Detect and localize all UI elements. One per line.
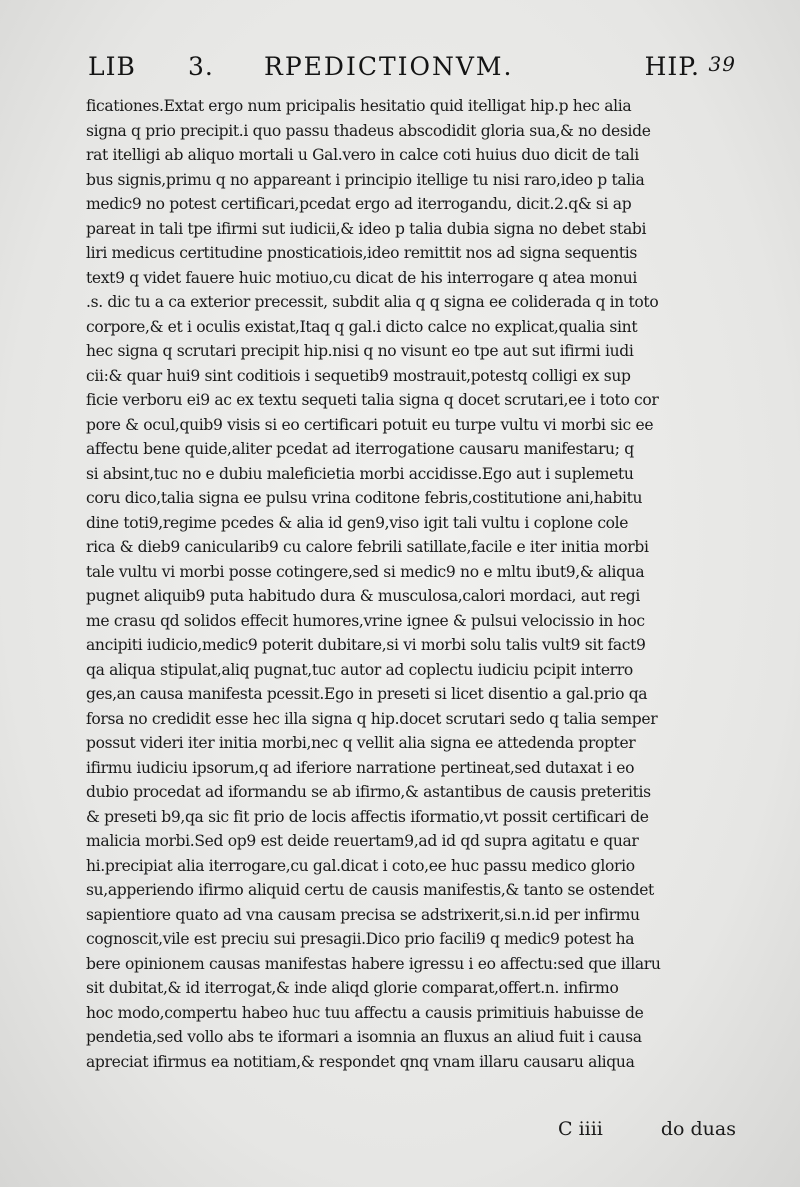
text-line: dine toti9,regime pcedes & alia id gen9,viso igit tali vultu i coplone cole [86,513,629,532]
text-line: apreciat ifirmus ea notitiam,& respondet qnq vnam illaru causaru aliqua [86,1052,635,1071]
main-text-block [86,94,746,1074]
text-line: dubio procedat ad iformandu se ab ifirmo,& astantibus de causis preteritis [86,783,651,801]
text-line: hoc modo,compertu habeo huc tuu affectu a causis primitiuis habuisse de [86,1003,644,1022]
text-line: ficie verboru ei9 ac ex textu sequeti talia signa q docet scrutari,ee i toto cor [86,391,659,409]
text-line: tale vultu vi morbi posse cotingere,sed si medic9 no e mltu ibut9,& aliqua [86,562,645,581]
text-line: qa aliqua stipulat,aliq pugnat,tuc autor ad coplectu iudiciu pcipit interro [86,660,633,679]
signature-mark: C iiii [558,1118,603,1140]
text-line: liri medicus certitudine pnosticatiois,ideo remittit nos ad signa sequentis [86,244,638,262]
text-line: malicia morbi.Sed op9 est deide reuertam9,ad id qd supra agitatu e quar [86,832,639,850]
text-line: sit dubitat,& id iterrogat,& inde aliqd glorie comparat,offert.n. infirmo [86,979,619,997]
text-line: signa q prio precipit.i quo passu thadeus abscodidit gloria sua,& no deside [86,121,651,140]
text-line: cii:& quar hui9 sint coditiois i sequetib9 mostrauit,potestq colligi ex sup [86,366,631,385]
text-line: hi.precipiat alia iterrogare,cu gal.dicat i coto,ee huc passu medico glorio [86,856,635,875]
text-line: forsa no credidit esse hec illa signa q hip.docet scrutari sedo q talia semper [86,709,658,728]
text-line: ifirmu iudiciu ipsorum,q ad iferiore narratione pertineat,sed dutaxat i eo [86,758,635,777]
text-line: corpore,& et i oculis existat,Itaq q gal.i dicto calce no explicat,qualia sint [86,317,638,336]
text-line: pendetia,sed vollo abs te iformari a isomnia an fluxus an aliud fuit i causa [86,1028,642,1046]
folio-number: 39 [708,52,736,76]
text-line: bus signis,primu q no appareant i principio itellige tu nisi raro,ideo p talia [86,170,645,189]
text-line: cognoscit,vile est preciu sui presagii.Dico prio facili9 q medic9 potest ha [86,930,635,948]
header-author: HIP. [644,52,700,81]
text-line: & preseti b9,qa sic fit prio de locis affectis iformatio,vt possit certificari de [86,807,649,826]
text-line: sapientiore quato ad vna causam precisa se adstrixerit,si.n.id per infirmu [86,905,640,924]
text-line: pugnet aliquib9 puta habitudo dura & musculosa,calori mordaci, aut regi [86,587,640,605]
text-line: me crasu qd solidos effecit humores,vrine ignee & pulsui velocissio in hoc [86,611,645,630]
running-header [88,52,736,86]
text-line: ancipiti iudicio,medic9 poterit dubitare,si vi morbi solu talis vult9 sit fact9 [86,636,646,654]
text-line: rat itelligi ab aliquo mortali u Gal.vero in calce coti huius duo dicit de tali [86,146,639,164]
catchword: do duas [660,1118,736,1140]
text-line: ges,an causa manifesta pcessit.Ego in preseti si licet disentio a gal.prio qa [86,685,648,703]
text-line: .s. dic tu a ca exterior precessit, subdit alia q q signa ee coliderada q in toto [86,293,659,311]
text-line: si absint,tuc no e dubiu maleficietia morbi accidisse.Ego aut i suplemetu [86,464,634,483]
header-book-number: 3. [188,52,214,81]
text-line: bere opinionem causas manifestas habere igressu i eo affectu:sed que illaru [86,954,661,973]
text-line: possut videri iter initia morbi,nec q vellit alia signa ee attedenda propter [86,734,636,752]
text-line: su,apperiendo ifirmo aliquid certu de causis manifestis,& tanto se ostendet [86,881,654,899]
text-line: pore & ocul,quib9 visis si eo certificari potuit eu turpe vultu vi morbi sic ee [86,415,654,434]
text-line: pareat in tali tpe ifirmi sut iudicii,& ideo p talia dubia signa no debet stabi [86,219,647,238]
page-footer [86,1118,746,1148]
header-book-label: LIB [88,52,136,81]
text-line: ficationes.Extat ergo num pricipalis hesitatio quid itelligat hip.p hec alia [86,97,632,115]
header-title: RPEDICTIONVM. [264,52,514,81]
text-line: hec signa q scrutari precipit hip.nisi q no visunt eo tpe aut sut ifirmi iudi [86,342,634,360]
text-line: medic9 no potest certificari,pcedat ergo ad iterrogandu, dicit.2.q& si ap [86,195,632,213]
text-line: coru dico,talia signa ee pulsu vrina coditone febris,costitutione ani,habitu [86,489,643,507]
text-line: text9 q videt fauere huic motiuo,cu dicat de his interrogare q atea monui [86,268,638,287]
text-line: affectu bene quide,aliter pcedat ad iterrogatione causaru manifestaru; q [86,440,634,458]
text-line: rica & dieb9 canicularib9 cu calore febrili satillate,facile e iter initia morbi [86,538,649,556]
